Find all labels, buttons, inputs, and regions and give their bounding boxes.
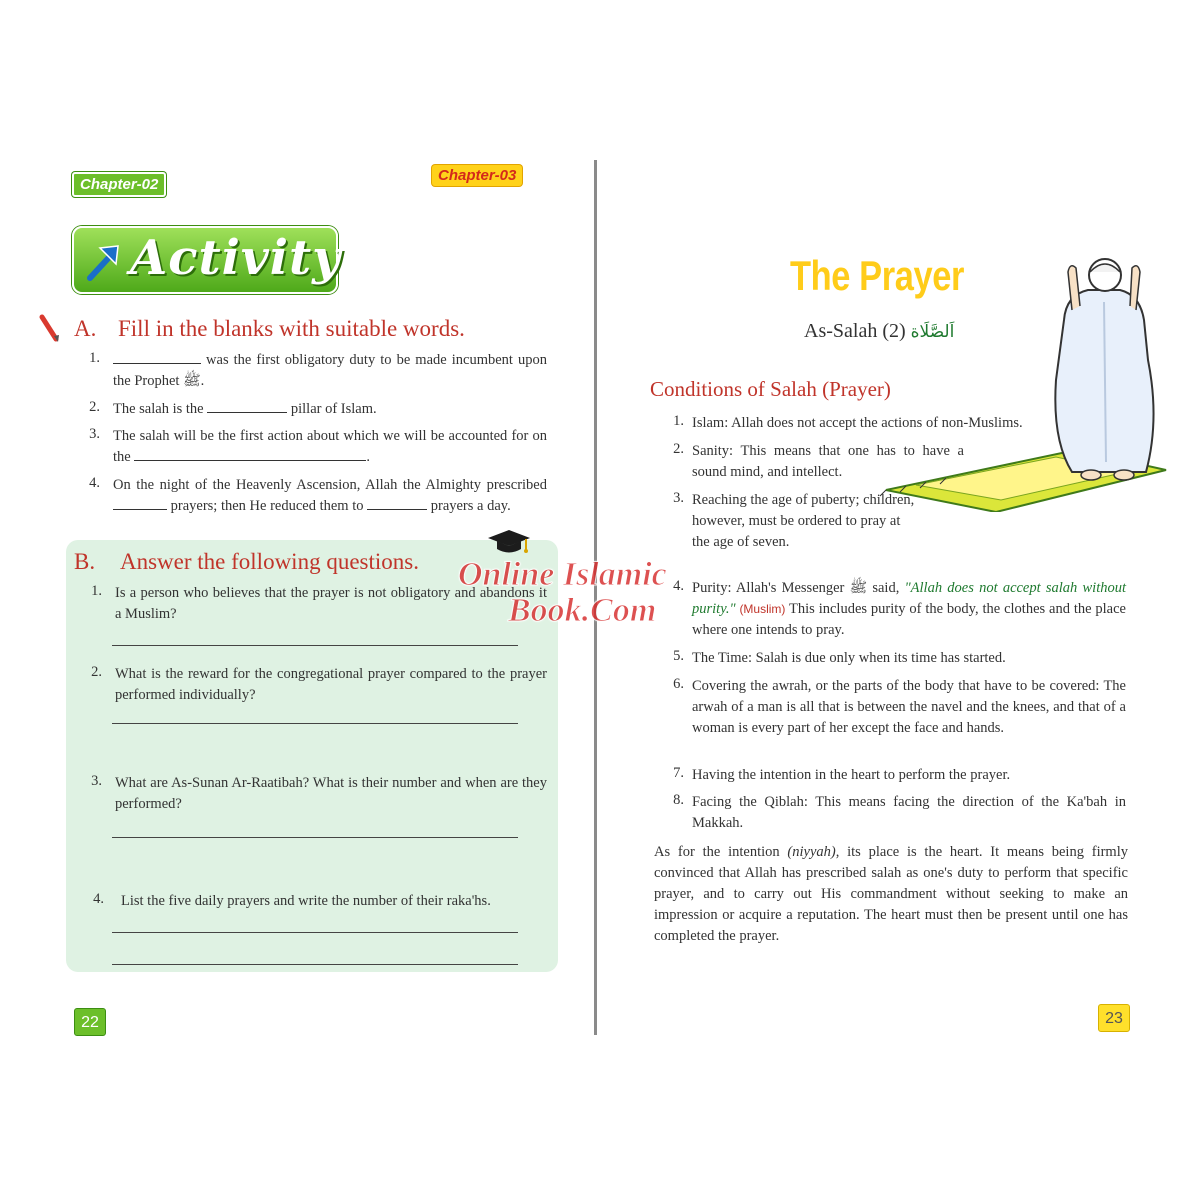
condition-item: Having the intention in the heart to perform the prayer. bbox=[692, 767, 1011, 783]
page-number-right: 23 bbox=[1098, 1004, 1130, 1032]
question-number: 2. bbox=[91, 664, 102, 680]
intention-paragraph: As for the intention (niyyah), its place is the heart. It means being firmly convinced that Allah has prescribed salah as one's duty to perform that specific prayer, and to carry out His commandment without seeking to make an impression or acquire a reputation. The heart must then be present until one has completed the prayer. bbox=[654, 844, 1128, 944]
blank-item-number: 3. bbox=[89, 426, 100, 442]
blank-item-number: 4. bbox=[89, 475, 100, 491]
chapter-label-left: Chapter-02 bbox=[72, 172, 166, 197]
condition-number: 7. bbox=[673, 765, 684, 781]
question-number: 3. bbox=[91, 773, 102, 789]
blank-item: was the first obligatory duty to be made incumbent upon the Prophet ﷺ. bbox=[113, 352, 547, 389]
chapter-label-right: Chapter-03 bbox=[432, 165, 522, 186]
answer-line[interactable] bbox=[112, 964, 518, 965]
conditions-heading: Conditions of Salah (Prayer) bbox=[650, 377, 891, 401]
condition-number: 8. bbox=[673, 792, 684, 808]
question-text: What is the reward for the congregational prayer compared to the prayer performed individually? bbox=[115, 666, 547, 703]
question-text: List the five daily prayers and write the number of their raka'hs. bbox=[121, 893, 491, 909]
condition-item: The Time: Salah is due only when its time has started. bbox=[692, 650, 1006, 666]
section-a-letter: A. bbox=[74, 316, 97, 341]
hadith-quote: "Allah does not accept salah without purity." bbox=[692, 580, 1127, 617]
blank-item-number: 2. bbox=[89, 399, 100, 415]
condition-number: 1. bbox=[673, 413, 684, 429]
watermark-line-1: Online Islamic bbox=[458, 556, 667, 593]
watermark-line-2: Book.Com bbox=[508, 592, 657, 629]
blank-item: The salah is the pillar of Islam. bbox=[113, 401, 377, 417]
condition-item: Islam: Allah does not accept the actions of non-Muslims. bbox=[692, 415, 1023, 431]
condition-item: Reaching the age of puberty; children, however, must be ordered to pray at the age of seven. bbox=[692, 492, 915, 550]
activity-banner bbox=[72, 226, 342, 294]
activity-title: Activity bbox=[130, 230, 342, 286]
fill-blank[interactable] bbox=[207, 401, 287, 413]
fill-blank[interactable] bbox=[113, 352, 201, 364]
condition-number: 2. bbox=[673, 441, 684, 457]
arabic-subtitle: اَلصَّلَاة bbox=[910, 322, 955, 342]
pencil-icon bbox=[38, 313, 64, 343]
fill-blank[interactable] bbox=[113, 498, 167, 510]
condition-item: Purity: Allah's Messenger ﷺ said, "Allah does not accept salah without purity." (Muslim) This includes purity of the body, the clothes and the place where one intends to pray. bbox=[692, 580, 1127, 638]
condition-item: Facing the Qiblah: This means facing the direction of the Ka'bah in Makkah. bbox=[692, 794, 1126, 831]
blank-item-number: 1. bbox=[89, 350, 100, 366]
page-number-left: 22 bbox=[74, 1008, 106, 1036]
fill-blank[interactable] bbox=[367, 498, 427, 510]
question-text: What are As-Sunan Ar-Raatibah? What is their number and when are they performed? bbox=[115, 775, 547, 812]
question-number: 4. bbox=[93, 891, 104, 907]
chapter-title: The Prayer bbox=[790, 252, 964, 299]
condition-item: Sanity: This means that one has to have a sound mind, and intellect. bbox=[692, 443, 964, 480]
condition-number: 3. bbox=[673, 490, 684, 506]
arrow-icon bbox=[84, 238, 124, 284]
section-b-letter: B. bbox=[74, 549, 96, 574]
answer-line[interactable] bbox=[112, 837, 518, 838]
question-number: 1. bbox=[91, 583, 102, 599]
question-text: Is a person who believes that the prayer is not obligatory and abandons it a Muslim? bbox=[115, 585, 547, 622]
condition-number: 4. bbox=[673, 578, 684, 594]
answer-line[interactable] bbox=[112, 645, 518, 646]
condition-number: 6. bbox=[673, 676, 684, 692]
section-a-title: Fill in the blanks with suitable words. bbox=[118, 316, 465, 341]
answer-line[interactable] bbox=[112, 932, 518, 933]
condition-number: 5. bbox=[673, 648, 684, 664]
section-b-title: Answer the following questions. bbox=[120, 549, 419, 574]
blank-item: The salah will be the first action about which we will be accounted for on the . bbox=[113, 428, 547, 465]
condition-item: Covering the awrah, or the parts of the body that have to be covered: The arwah of a man is all that is between the navel and the knees, and that of a woman is every part of her except the face and hands. bbox=[692, 678, 1126, 736]
chapter-subtitle: As-Salah (2) اَلصَّلَاة bbox=[804, 320, 955, 342]
hadith-source: (Muslim) bbox=[739, 602, 786, 616]
fill-blank[interactable] bbox=[134, 449, 366, 461]
blank-item: On the night of the Heavenly Ascension, Allah the Almighty prescribed prayers; then He reduced them to prayers a day. bbox=[113, 477, 547, 514]
graduation-cap-icon bbox=[486, 526, 532, 556]
answer-line[interactable] bbox=[112, 723, 518, 724]
